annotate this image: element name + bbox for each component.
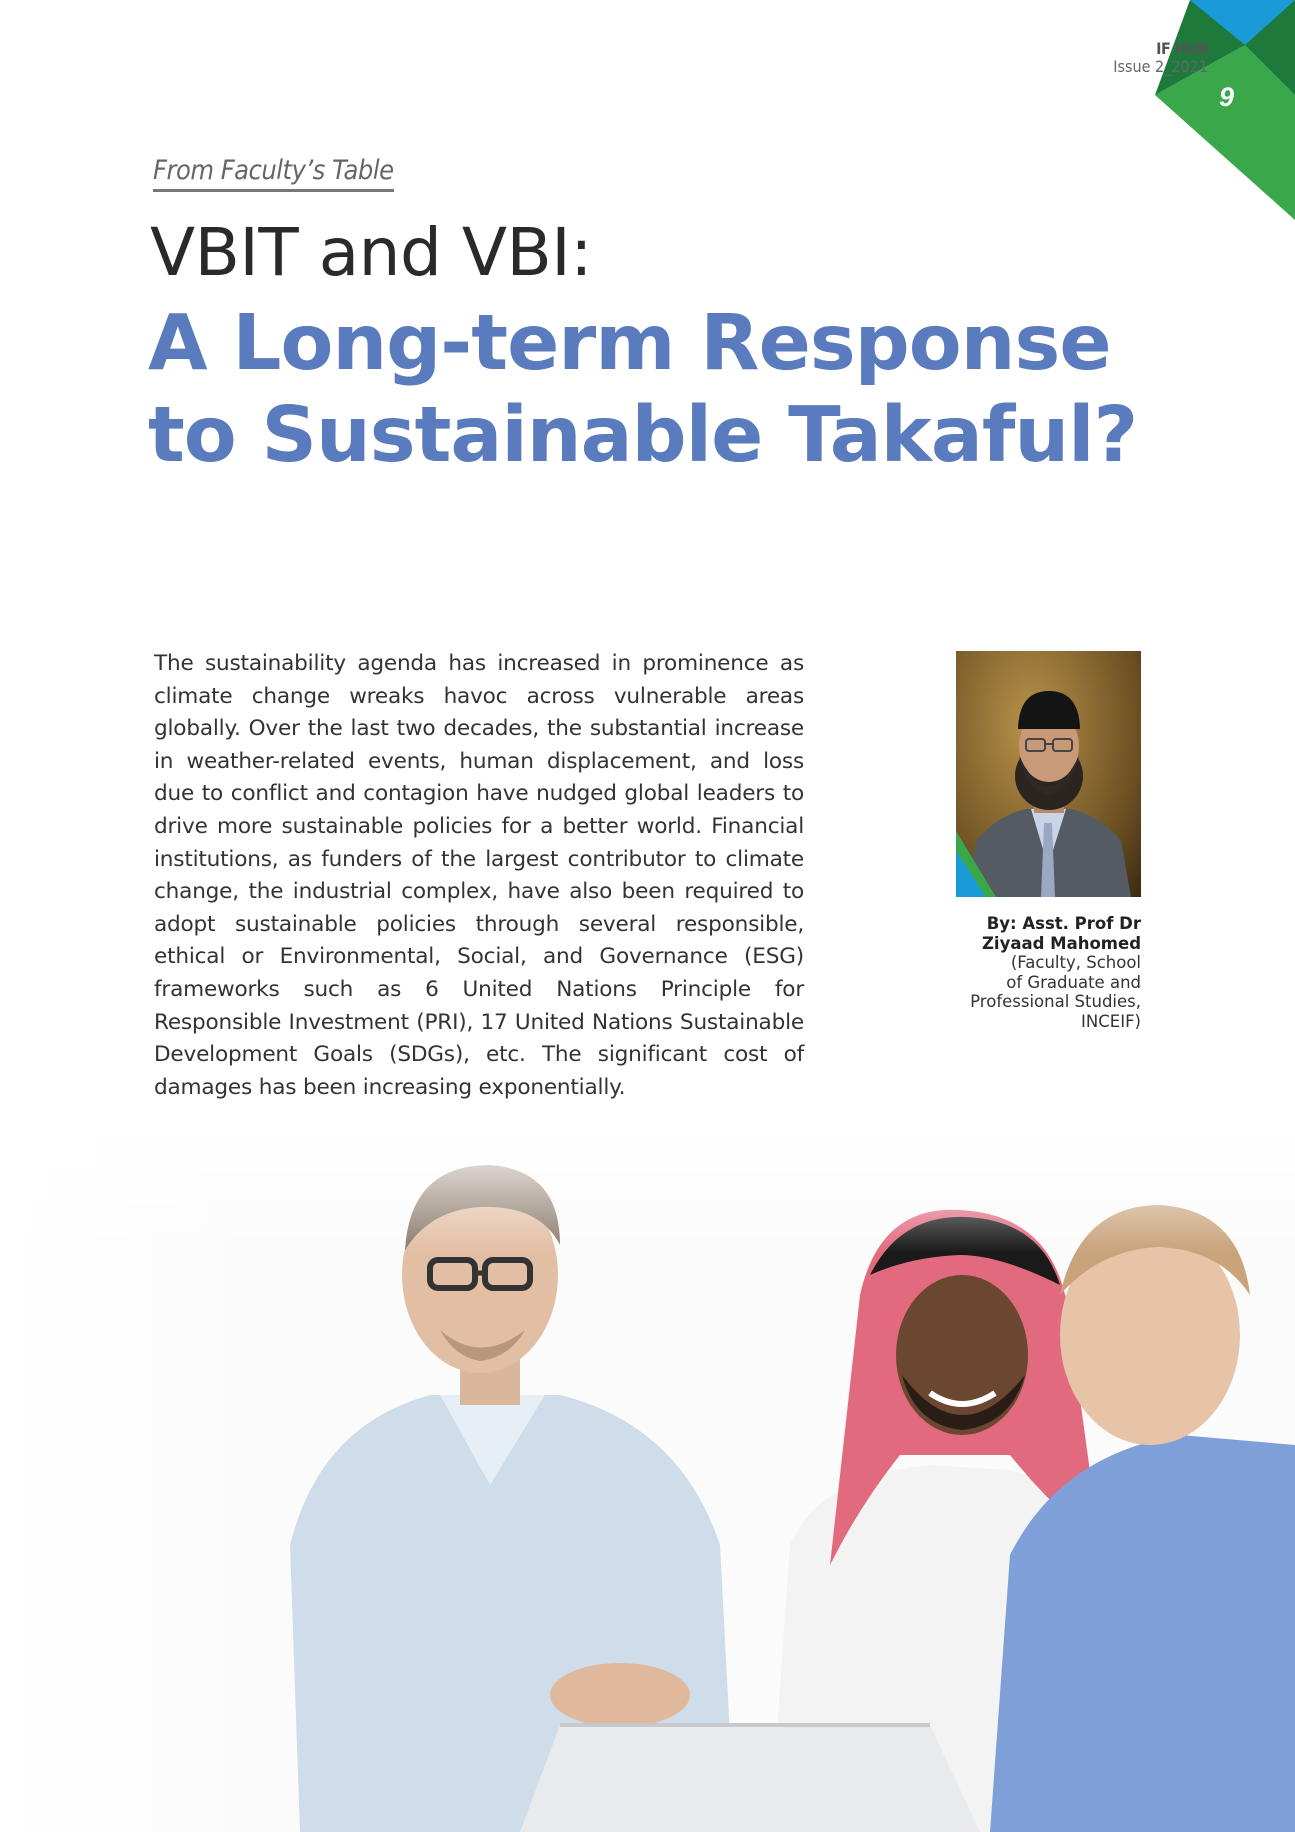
author-photo xyxy=(956,651,1141,897)
author-byline xyxy=(921,914,1141,1031)
article-kicker: VBIT and VBI: xyxy=(150,214,592,291)
masthead xyxy=(1113,40,1208,77)
corner-triangle-graphic xyxy=(1095,0,1295,230)
byline-affiliation-3: Professional Studies, xyxy=(970,992,1141,1011)
masthead-brand: IF HUB xyxy=(1156,39,1208,58)
hero-photo-business-meeting xyxy=(0,1125,1295,1832)
page-number: 9 xyxy=(1218,82,1234,112)
masthead-issue: Issue 2_2021 xyxy=(1113,57,1208,77)
section-tag: From Faculty’s Table xyxy=(153,155,394,192)
byline-affiliation-1: (Faculty, School xyxy=(1010,953,1141,972)
byline-name: Ziyaad Mahomed xyxy=(981,933,1141,953)
byline-title: By: Asst. Prof Dr xyxy=(986,914,1141,933)
byline-affiliation-4: INCEIF) xyxy=(1081,1011,1141,1031)
byline-affiliation-2: of Graduate and xyxy=(1006,972,1141,992)
article-headline: A Long-term Response to Sustainable Takaful? xyxy=(148,299,1138,480)
article-body: The sustainability agenda has increased in prominence as climate change wreaks havoc across vulnerable areas globally. Over the last two decades, the substantial increase in weather-related events, human displacement, and loss due to conflict and contagion have nudged global leaders to drive more sustainable policies for a better world. Financial institutions, as funders of the largest contributor to climate change, the industrial complex, have also been required to adopt sustainable policies through several responsible, ethical or Environmental, Social, and Governance (ESG) frameworks such as 6 United Nations Principle for Responsible Investment (PRI), 17 United Nations Sustainable Development Goals (SDGs), etc. The significant cost of damages has been increasing exponentially. xyxy=(154,651,804,1100)
